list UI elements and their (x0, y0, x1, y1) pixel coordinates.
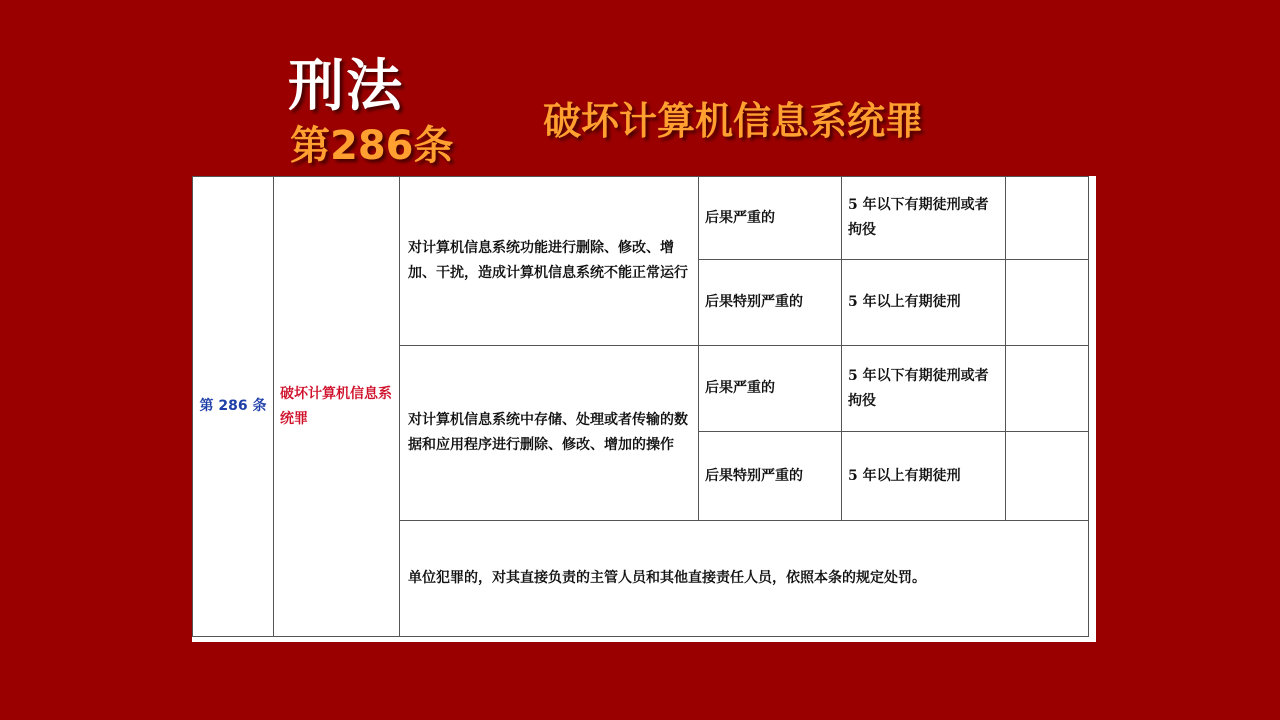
law-table (192, 176, 1089, 637)
unit-crime-cell: 单位犯罪的，对其直接负责的主管人员和其他直接责任人员，依照本条的规定处罚。 (400, 521, 1089, 637)
note-cell (1006, 260, 1089, 346)
penalty-cell: 5 年以下有期徒刑或者拘役 (842, 177, 1006, 260)
slide-title-law: 刑法 (288, 54, 404, 119)
note-cell (1006, 346, 1089, 432)
law-table-sheet (192, 176, 1096, 642)
penalty-cell: 5 年以上有期徒刑 (842, 432, 1006, 521)
penalty-cell: 5 年以下有期徒刑或者拘役 (842, 346, 1006, 432)
table-row (193, 177, 1089, 260)
slide-title-crime: 破坏计算机信息系统罪 (543, 99, 924, 143)
note-cell (1006, 432, 1089, 521)
act-description-cell: 对计算机信息系统功能进行删除、修改、增加、干扰，造成计算机信息系统不能正常运行 (400, 177, 699, 346)
penalty-cell: 5 年以上有期徒刑 (842, 260, 1006, 346)
act-description-cell: 对计算机信息系统中存储、处理或者传输的数据和应用程序进行删除、修改、增加的操作 (400, 346, 699, 521)
note-cell (1006, 177, 1089, 260)
crime-name-cell: 破坏计算机信息系统罪 (274, 177, 400, 637)
consequence-cell: 后果特别严重的 (699, 260, 842, 346)
slide-title-article: 第286条 (290, 123, 454, 169)
article-number-cell: 第 286 条 (193, 177, 274, 637)
consequence-cell: 后果严重的 (699, 346, 842, 432)
consequence-cell: 后果严重的 (699, 177, 842, 260)
consequence-cell: 后果特别严重的 (699, 432, 842, 521)
